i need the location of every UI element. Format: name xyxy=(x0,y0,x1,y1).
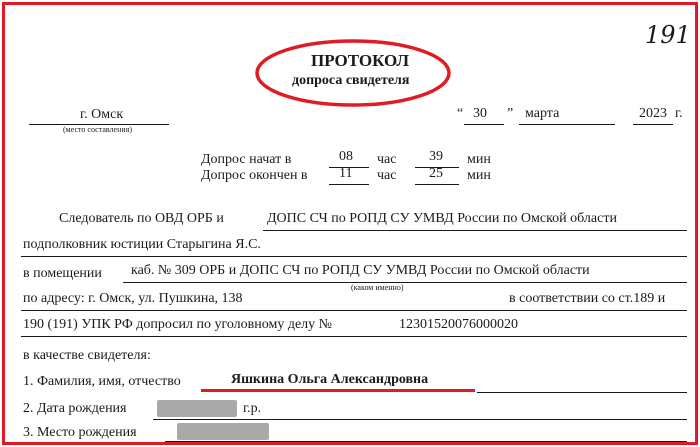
place-caption: (место составления) xyxy=(63,125,132,134)
end-hour: 11 xyxy=(339,166,353,181)
field-label-birthdate: 2. Дата рождения xyxy=(23,401,127,416)
document-title: ПРОТОКОЛ xyxy=(311,51,410,70)
document-page xyxy=(2,2,698,445)
start-hour: 08 xyxy=(339,149,353,164)
place-value: г. Омск xyxy=(80,107,124,122)
field-label-fio: 1. Фамилия, имя, отчество xyxy=(23,374,181,389)
premises-label: в помещении xyxy=(23,266,102,281)
field-line-birthplace xyxy=(165,440,687,442)
date-year-suffix: г. xyxy=(675,106,683,121)
end-minute-unit: мин xyxy=(467,168,491,183)
redacted-birthdate xyxy=(157,400,237,417)
case-number: 12301520076000020 xyxy=(399,317,518,332)
date-day: 30 xyxy=(473,106,487,121)
field-value-fio: Яшкина Ольга Александровна xyxy=(231,372,429,387)
end-hour-unit: час xyxy=(377,168,397,183)
premises-value: каб. № 309 ОРБ и ДОПС СЧ по РОПД СУ УМВД России по Омской области xyxy=(131,263,590,278)
start-hour-unit: час xyxy=(377,152,397,167)
document-subtitle: допроса свидетеля xyxy=(292,73,410,88)
start-label: Допрос начат в xyxy=(201,152,292,167)
field-label-birthplace: 3. Место рождения xyxy=(23,425,137,440)
case-line-underline xyxy=(21,335,687,337)
end-label: Допрос окончен в xyxy=(201,168,308,183)
field-suffix-birthdate: г.р. xyxy=(243,401,262,416)
field-line-fio xyxy=(477,391,687,393)
start-minute-unit: мин xyxy=(467,152,491,167)
address-line xyxy=(21,309,687,311)
redacted-birthplace xyxy=(177,423,269,440)
date-month: марта xyxy=(525,106,560,121)
address-value: по адресу: г. Омск, ул. Пушкина, 138 xyxy=(23,291,243,306)
investigator-name-line xyxy=(21,255,687,257)
witness-caption: в качестве свидетеля: xyxy=(23,348,151,363)
field-line-birthdate xyxy=(153,418,687,420)
date-day-line xyxy=(464,123,504,125)
investigator-label: Следователь по ОВД ОРБ и xyxy=(59,211,224,226)
address-tail: в соответствии со ст.189 и xyxy=(509,291,666,306)
investigator-name: подполковник юстиции Старыгина Я.С. xyxy=(23,237,261,252)
date-month-line xyxy=(519,123,615,125)
premises-line xyxy=(123,281,687,283)
premises-caption: (каком именно) xyxy=(351,283,404,292)
investigator-unit-line xyxy=(263,229,687,231)
date-close-quote: ” xyxy=(507,106,514,121)
end-minute-line xyxy=(415,183,459,185)
start-minute: 39 xyxy=(429,149,443,164)
date-year-line xyxy=(633,123,673,125)
date-open-quote: “ xyxy=(457,106,464,121)
investigator-unit: ДОПС СЧ по РОПД СУ УМВД России по Омской области xyxy=(267,211,617,226)
date-year: 2023 xyxy=(639,106,667,121)
end-minute: 25 xyxy=(429,166,443,181)
end-hour-line xyxy=(329,183,369,185)
red-underline-annotation xyxy=(201,389,475,392)
handwritten-page-number: 191 xyxy=(645,21,691,49)
case-line-text: 190 (191) УПК РФ допросил по уголовному делу № xyxy=(23,317,333,332)
